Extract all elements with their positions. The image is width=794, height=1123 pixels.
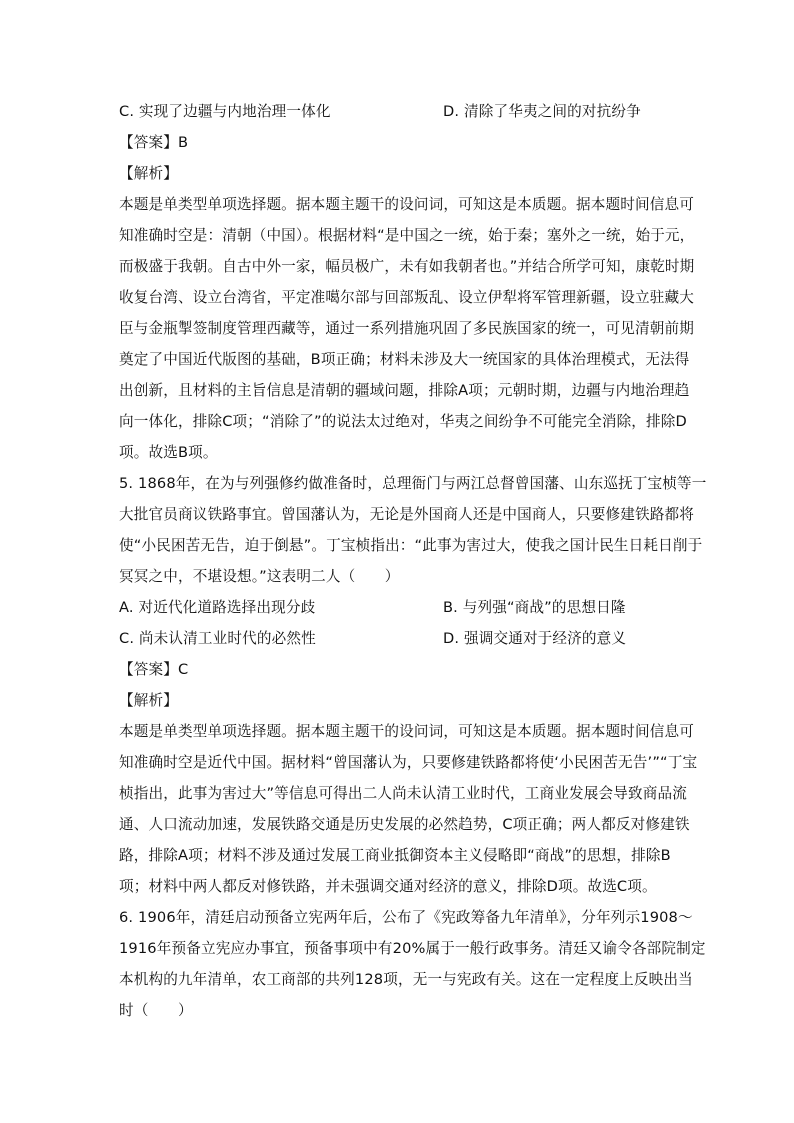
q4-analysis-line: 知准确时空是：清朝（中国）。根据材料“是中国之一统，始于秦；塞外之一统，始于元，	[119, 227, 695, 244]
q5-stem-line: 5. 1868年，在为与列强修约做准备时，总理衙门与两江总督曾国藩、山东巡抚丁宝桢等一	[119, 475, 707, 492]
q5-stem-line: 冥冥之中，不堪设想。”这表明二人（ ）	[119, 568, 400, 585]
q5-analysis-line: 项；材料中两人都反对修铁路，并未强调交通对经济的意义，排除D项。故选C项。	[119, 878, 657, 895]
q4-analysis-line: 收复台湾、设立台湾省，平定准噶尔部与回部叛乱、设立伊犁将军管理新疆，设立驻藏大	[119, 289, 695, 306]
q5-analysis-line: 桢指出，此事为害过大”等信息可得出二人尚未认清工业时代，工商业发展会导致商品流	[119, 785, 687, 802]
q5-stem	[119, 468, 707, 592]
q4-analysis-line: 项。故选B项。	[119, 444, 218, 461]
q5-analysis-line: 通、人口流动加速，发展铁路交通是历史发展的必然趋势，C项正确；两人都反对修建铁	[119, 816, 690, 833]
q4-analysis-line: 出创新，且材料的主旨信息是清朝的疆域问题，排除A项；元朝时期，边疆与内地治理趋	[119, 382, 690, 399]
q5-options-row-ab	[119, 592, 681, 623]
q6-stem-line: 本机构的九年清单，农工商部的共列128项，无一与宪政有关。这在一定程度上反映出当	[119, 971, 693, 988]
q5-option-c: C. 尚未认清工业时代的必然性	[119, 630, 316, 647]
q5-analysis-line: 路，排除A项；材料不涉及通过发展工商业抵御资本主义侵略即“商战”的思想，排除B	[119, 847, 671, 864]
q4-option-d: D. 清除了华夷之间的对抗纷争	[443, 103, 641, 120]
q5-option-b: B. 与列强“商战”的思想日隆	[443, 599, 626, 616]
q6-stem	[119, 902, 706, 1026]
q4-analysis-label: 【解析】	[119, 165, 178, 182]
q5-options-row-cd	[119, 623, 681, 654]
q5-stem-line: 使“小民困苦无告，迫于倒悬”。丁宝桢指出：“此事为害过大，使我之国计民生日耗日削于	[119, 537, 703, 554]
q4-answer: 【答案】B	[119, 134, 189, 151]
q5-analysis	[119, 716, 698, 902]
q4-analysis-line: 而极盛于我朝。自古中外一家，幅员极广，未有如我朝者也。”并结合所学可知，康乾时期	[119, 258, 695, 275]
q5-analysis-line: 知准确时空是近代中国。据材料“曾国藩认为，只要修建铁路都将使‘小民困苦无告’”“丁宝	[119, 754, 698, 771]
q4-analysis-line: 奠定了中国近代版图的基础，B项正确；材料未涉及大一统国家的具体治理模式，无法得	[119, 351, 690, 368]
q4-analysis-line: 向一体化，排除C项；“消除了”的说法太过绝对，华夷之间纷争不可能完全消除，排除D	[119, 413, 687, 430]
q4-option-c: C. 实现了边疆与内地治理一体化	[119, 103, 331, 120]
q4-analysis-line: 本题是单类型单项选择题。据本题主题干的设问词，可知这是本质题。据本题时间信息可	[119, 196, 695, 213]
q6-stem-line: 6. 1906年，清廷启动预备立宪两年后，公布了《宪政筹备九年清单》，分年列示1908～	[119, 909, 693, 926]
q5-analysis-line: 本题是单类型单项选择题。据本题主题干的设问词，可知这是本质题。据本题时间信息可	[119, 723, 695, 740]
q5-stem-line: 大批官员商议铁路事宜。曾国藩认为，无论是外国商人还是中国商人，只要修建铁路都将	[119, 506, 695, 523]
q4-options-row-cd	[119, 96, 681, 127]
q5-option-d: D. 强调交通对于经济的意义	[443, 630, 627, 647]
q5-option-a: A. 对近代化道路选择出现分歧	[119, 599, 316, 616]
q5-answer: 【答案】C	[119, 661, 189, 678]
q4-analysis-line: 臣与金瓶掣签制度管理西藏等，通过一系列措施巩固了多民族国家的统一，可见清朝前期	[119, 320, 695, 337]
q6-stem-line: 时（ ）	[119, 1002, 193, 1019]
q6-stem-line: 1916年预备立宪应办事宜，预备事项中有20%属于一般行政事务。清廷又谕令各部院制定	[119, 940, 706, 957]
document-page	[119, 96, 707, 1026]
q5-analysis-label: 【解析】	[119, 692, 178, 709]
q4-analysis	[119, 189, 695, 468]
